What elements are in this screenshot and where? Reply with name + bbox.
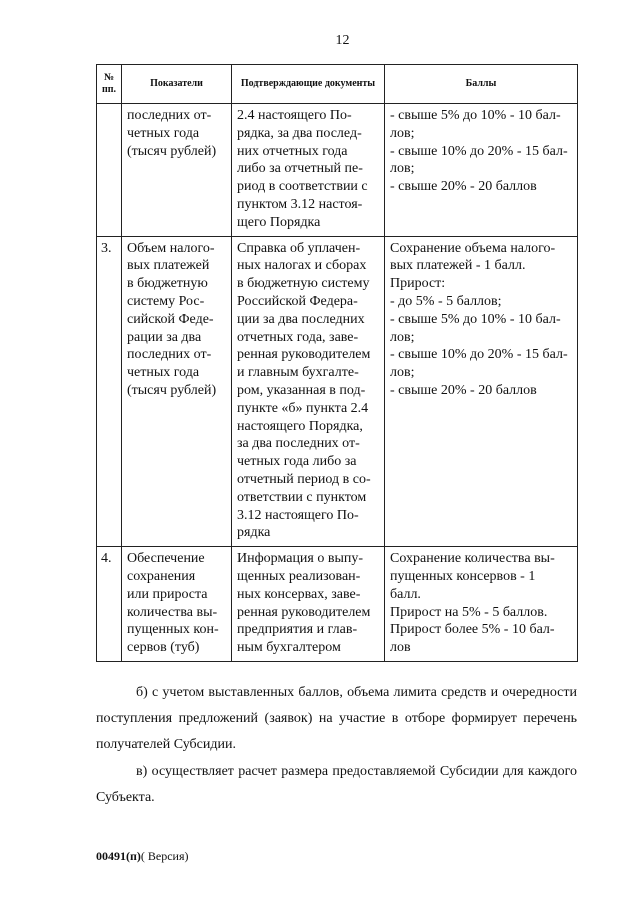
row-document: Информация о выпу- щенных реализован- ных консервах, заве- ренная руководителем предприятия и глав- ным бухгалтером	[232, 547, 385, 662]
table-header-row	[97, 65, 578, 104]
document-version: ( Версия)	[140, 849, 189, 863]
row-points: Сохранение количества вы- пущенных консервов - 1 балл. Прирост на 5% - 5 баллов. Прирост более 5% - 10 бал- лов	[385, 547, 578, 662]
row-indicator: Обеспечение сохранения или прироста количества вы- пущенных кон- сервов (туб)	[122, 547, 232, 662]
paragraph-v: в) осуществляет расчет размера предоставляемой Субсидии для каждого Субъекта.	[96, 764, 577, 805]
table-row	[97, 547, 578, 662]
header-points: Баллы	[385, 65, 578, 104]
row-number	[97, 104, 122, 237]
row-number: 3.	[97, 236, 122, 547]
row-number: 4.	[97, 547, 122, 662]
row-document: Справка об уплачен- ных налогах и сборах в бюджетную систему Российской Федера- ции за два последних отчетных года, заве- ренная руководителем и главным бухгалте- ром, указанная в под- пункте «б» пункта 2.4 настоящего Порядка, за два последних от- четных года либо за отчетный период в со- ответствии с пунктом 3.12 настоящего По- рядка	[232, 236, 385, 547]
document-code: 00491(п)	[96, 849, 141, 863]
table-row	[97, 236, 578, 547]
row-points: - свыше 5% до 10% - 10 бал- лов; - свыше 10% до 20% - 15 бал- лов; - свыше 20% - 20 баллов	[385, 104, 578, 237]
footer	[96, 849, 189, 864]
table-row	[97, 104, 578, 237]
row-indicator: Объем налого- вых платежей в бюджетную систему Рос- сийской Феде- рации за два последних от- четных года (тысяч рублей)	[122, 236, 232, 547]
criteria-table	[96, 64, 578, 662]
row-document: 2.4 настоящего По- рядка, за два послед- них отчетных года либо за отчетный пе- риод в соответствии с пунктом 3.12 настоя- щего Порядка	[232, 104, 385, 237]
paragraph-b: б) с учетом выставленных баллов, объема лимита средств и очередности поступления предложений (заявок) на участие в отборе формирует перечень получателей Субсидии.	[96, 685, 577, 752]
header-indicators: Показатели	[122, 65, 232, 104]
header-num: № пп.	[97, 65, 122, 104]
row-indicator: последних от- четных года (тысяч рублей)	[122, 104, 232, 237]
row-points: Сохранение объема налого- вых платежей - 1 балл. Прирост: - до 5% - 5 баллов; - свыше 5% до 10% - 10 бал- лов; - свыше 10% до 20% - 15 бал- лов; - свыше 20% - 20 баллов	[385, 236, 578, 547]
page-number: 12	[335, 33, 350, 48]
header-documents: Подтверждающие документы	[232, 65, 385, 104]
